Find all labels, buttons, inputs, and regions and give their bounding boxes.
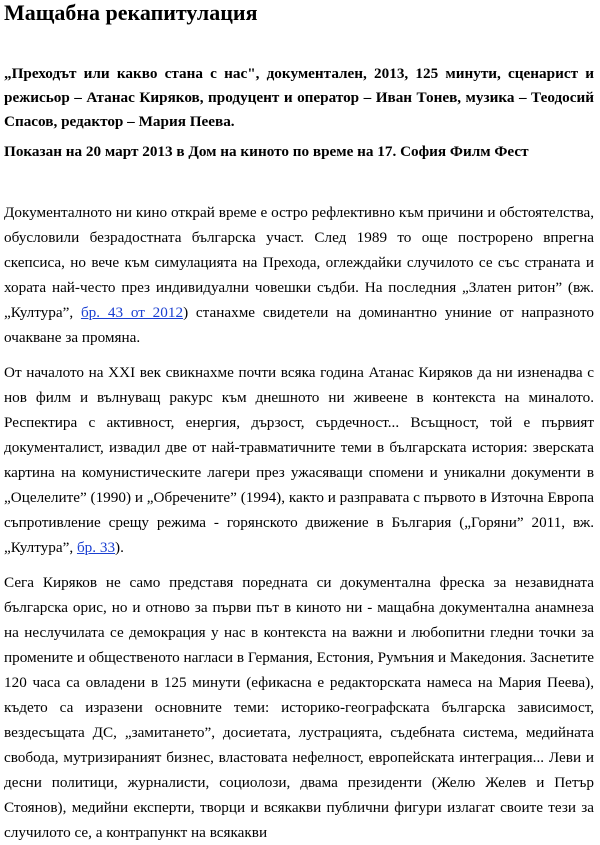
- issue-43-link[interactable]: бр. 43 от 2012: [80, 304, 184, 321]
- screening-info: Показан на 20 март 2013 в Дом на киното по време на 17. София Филм Фест: [4, 143, 529, 160]
- paragraph-3: Сега Киряков не само представя поредната си документална фреска за незавидната българска орис, но и отново за първи път в киното ни - мащабна документална анамнеза на неслучилата се демокрация у нас в контекста на важни и любопитни гледни точки за промените и общественото нагласи в Германия, Естония, Румъния и Македония. Заснетите 120 часа са овладени в 125 минути (ефикасна е редакторската намеса на Мария Пеева), където са изразени основните теми: историко-географската българска зависимост, вездесъщата ДС, „замитането”, досиетата, лустрацията, съдебната система, медийната свобода, мутризираният бизнес, властовата нефелност, европейската интеграция... Леви и десни политици, журналисти, социолози, двама президенти (Желю Желев и Петър Стоянов), медийни експерти, творци и всякакви публични фигури излагат своите тези за случилото се, а контрапункт на всякакви: [4, 574, 594, 841]
- paragraph-2: [4, 360, 594, 560]
- paragraph-2-text-end: ).: [115, 539, 124, 556]
- paragraph-1-text-start: Документалното ни кино открай време е остро рефлективно към причини и обстоятелства, обусловили безрадостната българска участ. След 1989 то още построрено впрегна скепсиса, но вече към симулацията на Прехода, оглеждайки случилото се със страната и хората най-често през индивидуални човешки съдби. На последния „Златен ритон” (вж. „Култура”,: [4, 204, 594, 321]
- paragraph-1: [4, 200, 594, 350]
- film-credits: „Преходът или какво стана с нас", документален, 2013, 125 минути, сценарист и режисьор – Атанас Киряков, продуцент и оператор – Иван Тонев, музика – Теодосий Спасов, редактор – Мария Пеева.: [4, 65, 594, 130]
- paragraph-1-text-end: ) станахме свидетели на доминантно униние от напразното очакване за промяна.: [4, 304, 594, 346]
- article-body: [4, 200, 594, 845]
- issue-33-link[interactable]: бр. 33: [76, 539, 116, 556]
- page-title: Мащабна рекапитулация: [4, 0, 258, 25]
- paragraph-2-text-start: От началото на XXI век свикнахме почти всяка година Атанас Киряков да ни изненадва с нов филм и вълнуващ ракурс към днешното ни живеене в контекста на миналото. Респектира с активност, енергия, дързост, сърдечност... Всъщност, той е първият документалист, извадил две от най-травматичните теми в българската история: зверската картина на комунистическите лагери през ужасяващи спомени и уникални документи в „Оцелелите” (1990) и „Обречените” (1994), както и разправата с първото в Източна Европа съпротивление срещу режима - горянското движение в България („Горяни” 2011, вж. „Култура”,: [4, 364, 594, 556]
